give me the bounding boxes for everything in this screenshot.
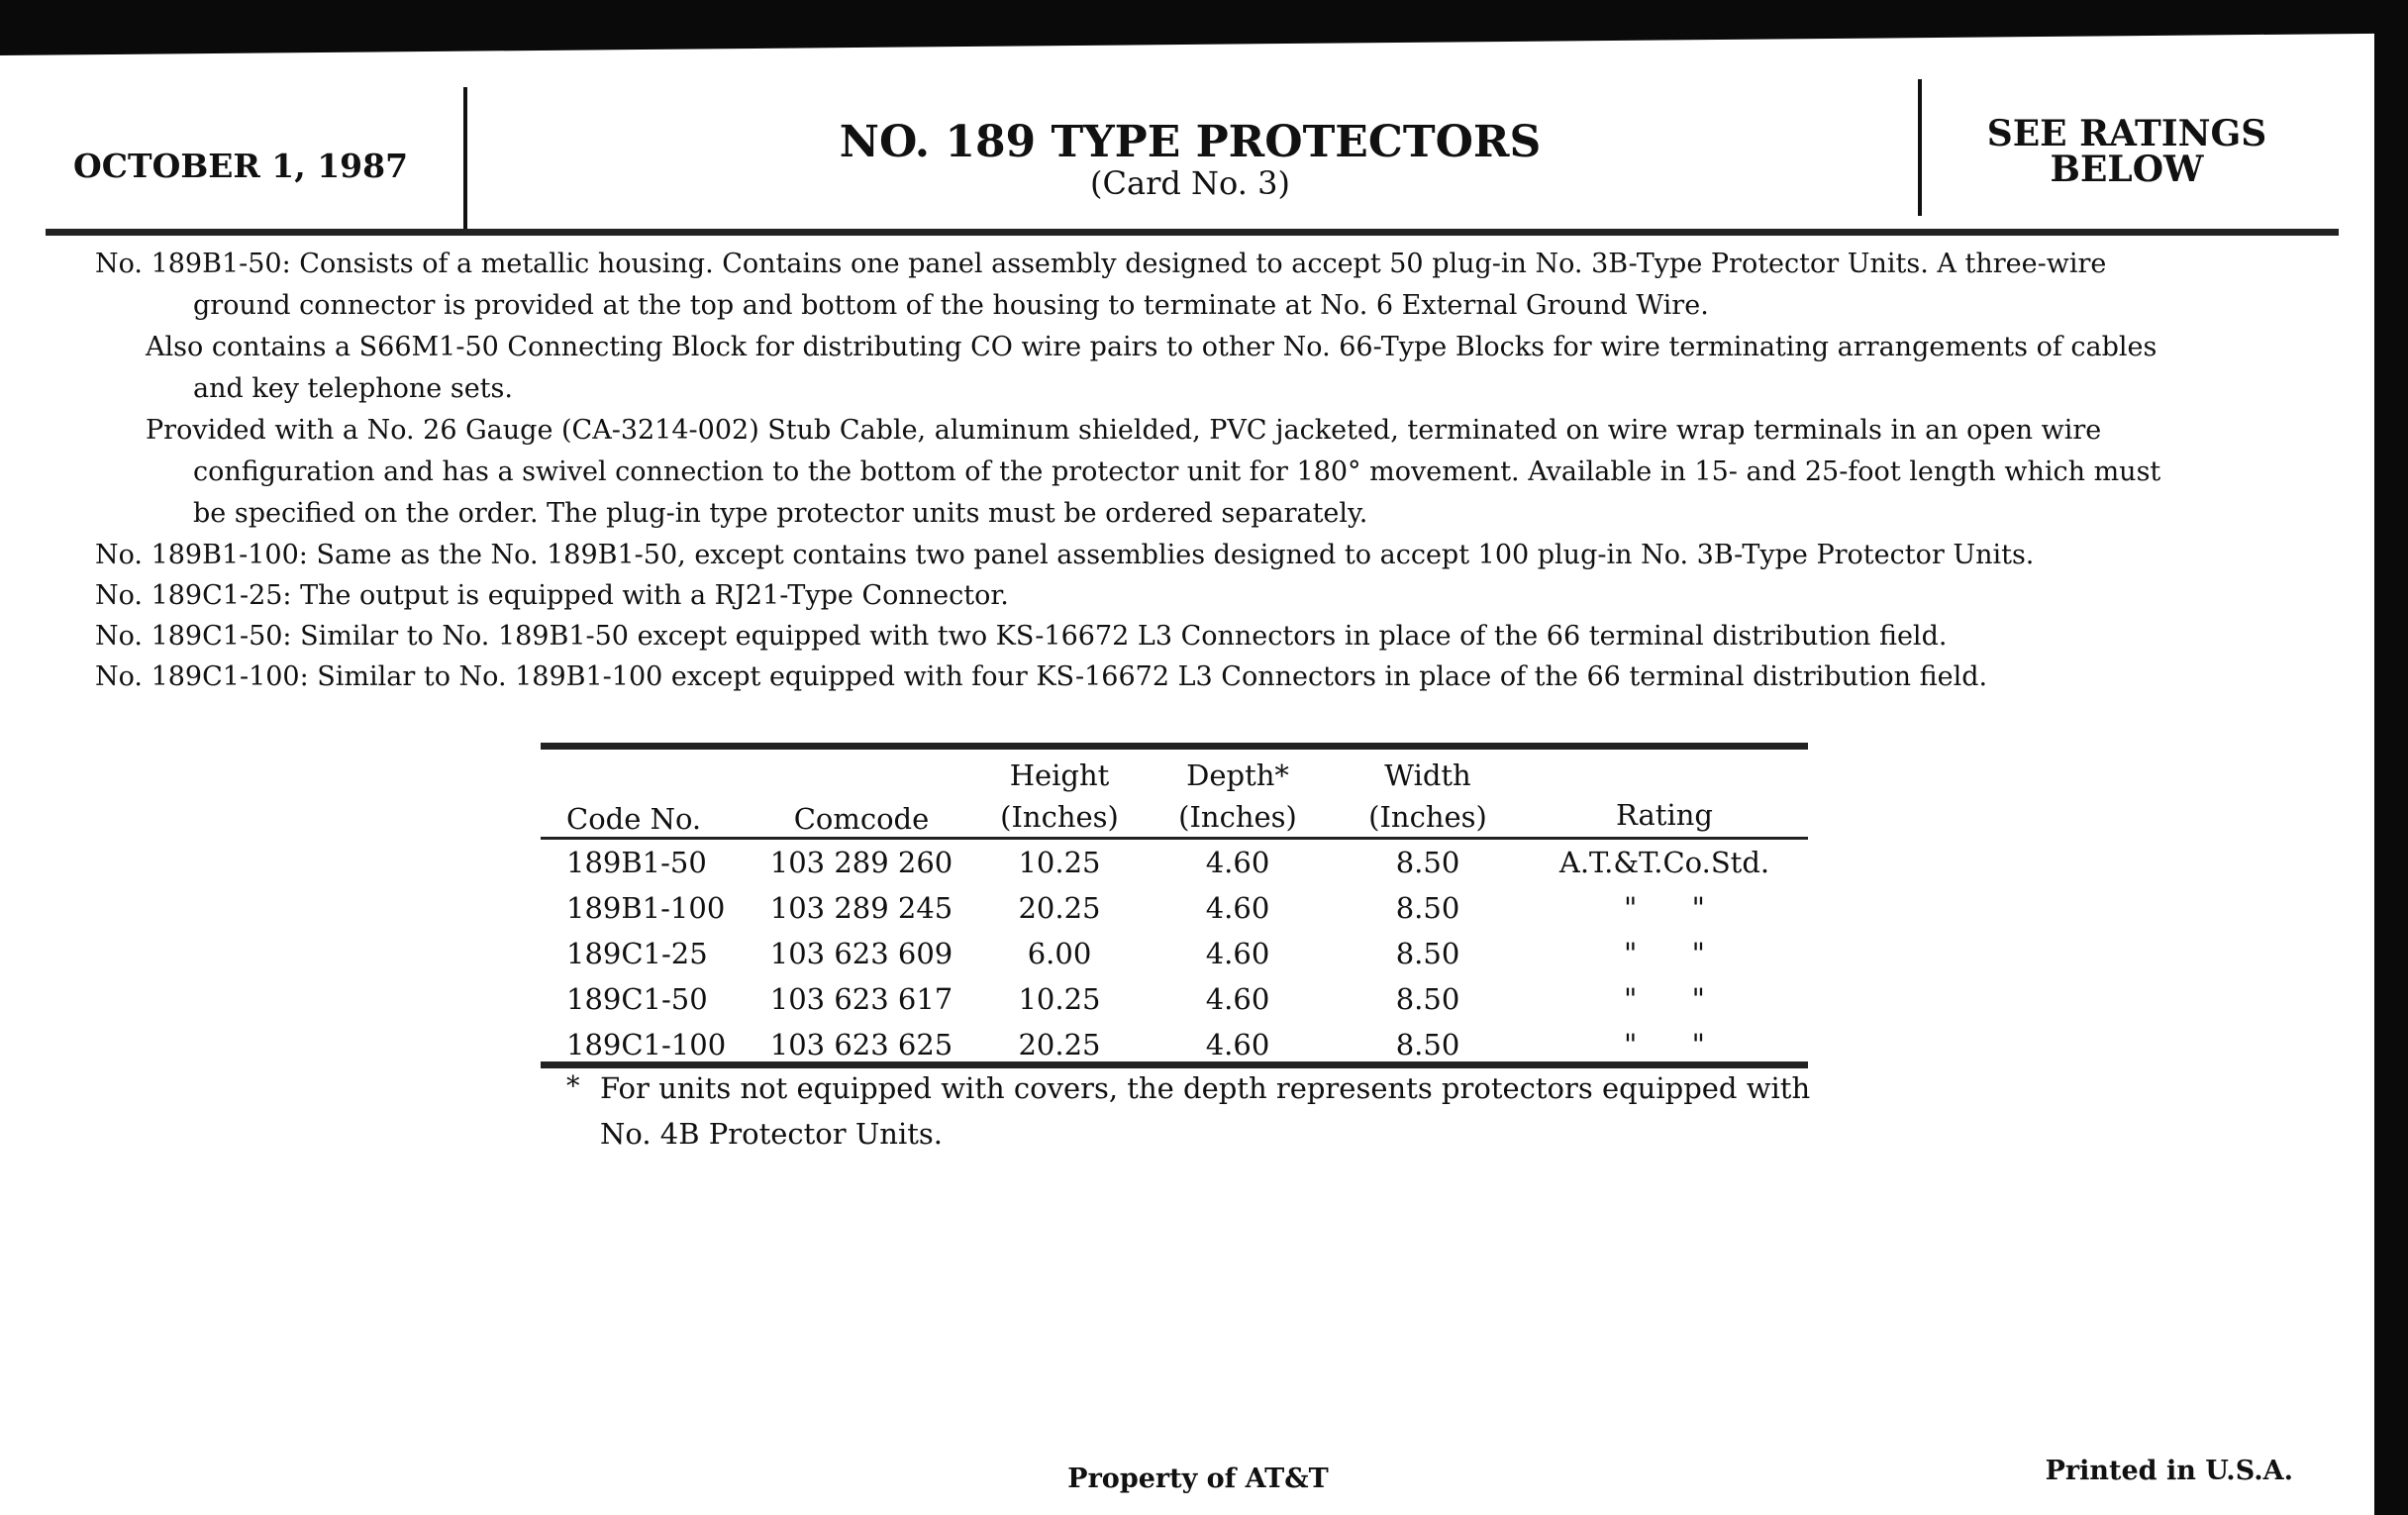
cell-rating: A.T.&T.Co.Std.: [1558, 846, 1770, 879]
cell-height: 20.25: [1018, 1028, 1101, 1061]
ratings-note-line1: SEE RATINGS: [1986, 113, 2267, 154]
cell-width: 8.50: [1395, 937, 1460, 970]
desc-189c1-50: No. 189C1-50: Similar to No. 189B1-50 except equipped with two KS-16672 L3 Connectors in place of the 66 terminal distribution field.: [95, 621, 1948, 652]
cell-rating: " ": [1624, 982, 1705, 1016]
header-height-2: (Inches): [1000, 800, 1119, 834]
footer-property: Property of AT&T: [1067, 1464, 1329, 1494]
header-rating: Rating: [1616, 798, 1713, 832]
ratings-note-line2: BELOW: [2050, 149, 2204, 190]
desc-provided-line3: be specified on the order. The plug-in type protector units must be ordered separately.: [193, 498, 1368, 529]
desc-189b1-50-line1: No. 189B1-50: Consists of a metallic housing. Contains one panel assembly designed to accept 50 plug-in No. 3B-Type Protector Units. A three-wire: [95, 249, 2107, 279]
cell-depth: 4.60: [1205, 846, 1270, 879]
cell-code: 189B1-100: [566, 891, 726, 925]
table-top-rule: [541, 743, 1808, 750]
header-rule: [46, 229, 2339, 236]
cell-width: 8.50: [1395, 846, 1460, 879]
card-subtitle: (Card No. 3): [1090, 164, 1290, 202]
cell-height: 10.25: [1018, 846, 1101, 879]
cell-comcode: 103 623 609: [769, 937, 953, 970]
cell-height: 6.00: [1027, 937, 1092, 970]
cell-width: 8.50: [1395, 982, 1460, 1016]
cell-height: 10.25: [1018, 982, 1101, 1016]
scan-border-top: [0, 0, 2408, 55]
cell-width: 8.50: [1395, 1028, 1460, 1061]
header-comcode: Comcode: [793, 802, 930, 836]
cell-comcode: 103 623 617: [769, 982, 953, 1016]
desc-189b1-100: No. 189B1-100: Same as the No. 189B1-50, except contains two panel assemblies designed to accept 100 plug-in No. 3B-Type Protector Units.: [95, 540, 2035, 570]
header-width-1: Width: [1384, 758, 1471, 792]
table-bottom-rule: [541, 1061, 1808, 1068]
card-title: NO. 189 TYPE PROTECTORS: [839, 117, 1542, 167]
header-depth-2: (Inches): [1178, 800, 1297, 834]
card-date: OCTOBER 1, 1987: [73, 147, 409, 185]
cell-rating: " ": [1624, 937, 1705, 970]
cell-code: 189C1-100: [566, 1028, 727, 1061]
scan-border-right: [2374, 0, 2408, 1515]
desc-189c1-100: No. 189C1-100: Similar to No. 189B1-100 except equipped with four KS-16672 L3 Connectors in place of the 66 terminal distribution field.: [95, 661, 1988, 692]
header-divider-right: [1918, 79, 1922, 216]
cell-code: 189C1-50: [566, 982, 708, 1016]
cell-comcode: 103 623 625: [769, 1028, 953, 1061]
cell-depth: 4.60: [1205, 982, 1270, 1016]
cell-height: 20.25: [1018, 891, 1101, 925]
footnote-line1: For units not equipped with covers, the depth represents protectors equipped with: [600, 1071, 1811, 1105]
desc-provided-line1: Provided with a No. 26 Gauge (CA-3214-002) Stub Cable, aluminum shielded, PVC jacketed, terminated on wire wrap terminals in an open wire: [146, 415, 2102, 446]
header-width-2: (Inches): [1368, 800, 1487, 834]
desc-189c1-25: No. 189C1-25: The output is equipped with a RJ21-Type Connector.: [95, 580, 1009, 611]
desc-189b1-50-line2: ground connector is provided at the top and bottom of the housing to terminate at No. 6 External Ground Wire.: [193, 290, 1709, 321]
header-depth-1: Depth*: [1186, 758, 1289, 792]
desc-also-line1: Also contains a S66M1-50 Connecting Block for distributing CO wire pairs to other No. 66-Type Blocks for wire terminating arrangements of cables: [146, 332, 2157, 362]
header-divider-left: [463, 87, 467, 232]
cell-width: 8.50: [1395, 891, 1460, 925]
cell-comcode: 103 289 245: [769, 891, 953, 925]
header-height-1: Height: [1009, 758, 1110, 792]
cell-rating: " ": [1624, 891, 1705, 925]
cell-depth: 4.60: [1205, 937, 1270, 970]
cell-code: 189C1-25: [566, 937, 708, 970]
header-code-no: Code No.: [566, 802, 702, 836]
cell-rating: " ": [1624, 1028, 1705, 1061]
desc-also-line2: and key telephone sets.: [193, 373, 513, 404]
cell-depth: 4.60: [1205, 891, 1270, 925]
cell-code: 189B1-50: [566, 846, 707, 879]
footer-printed: Printed in U.S.A.: [2045, 1456, 2293, 1486]
footnote-mark: *: [566, 1071, 580, 1102]
desc-provided-line2: configuration and has a swivel connection to the bottom of the protector unit for 180° movement. Available in 15- and 25-foot length which must: [193, 456, 2161, 487]
footnote-line2: No. 4B Protector Units.: [600, 1117, 943, 1151]
table-header-rule: [541, 837, 1808, 840]
cell-comcode: 103 289 260: [769, 846, 953, 879]
cell-depth: 4.60: [1205, 1028, 1270, 1061]
